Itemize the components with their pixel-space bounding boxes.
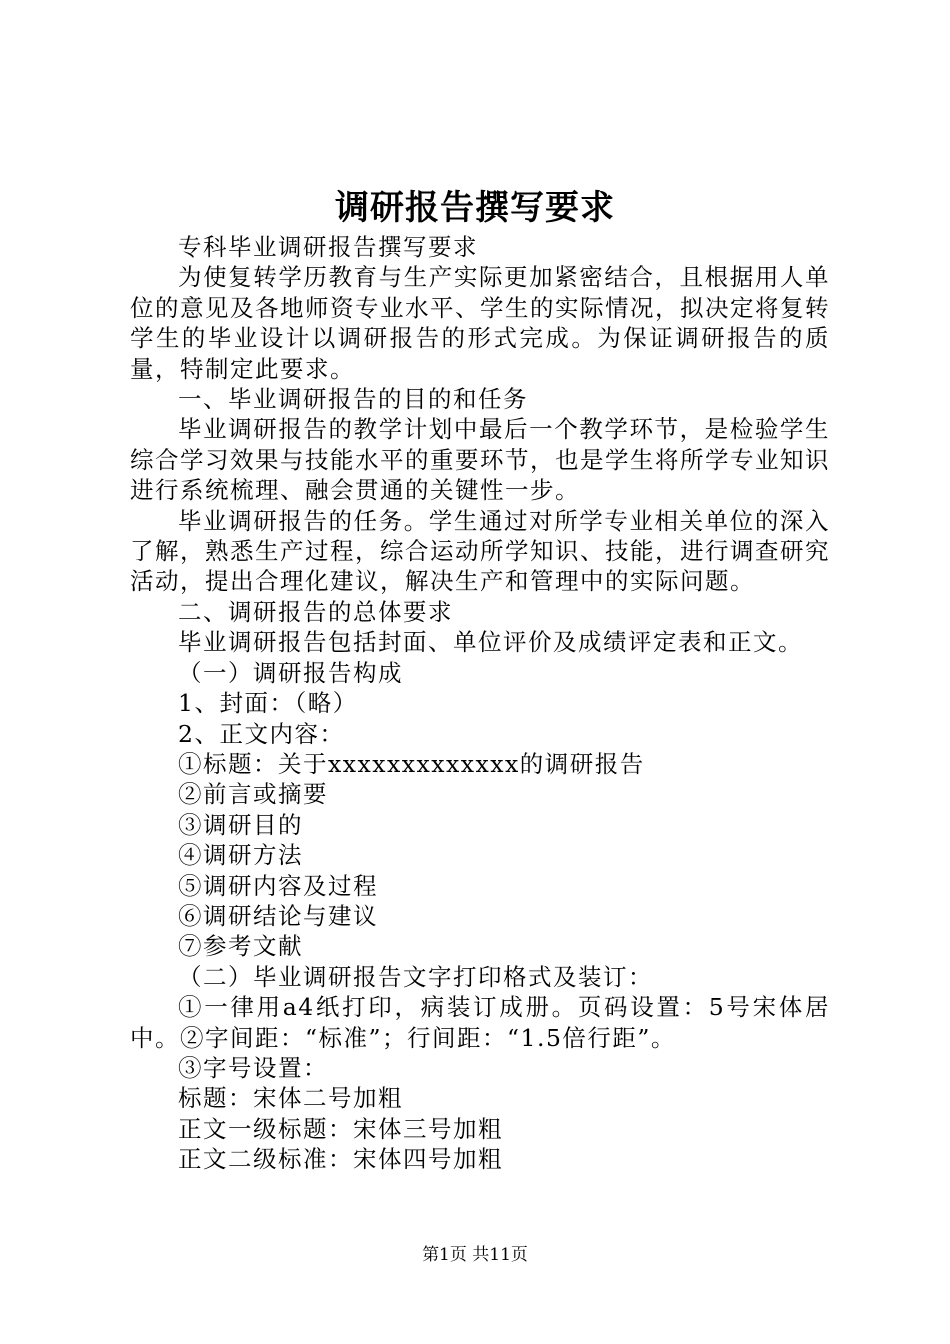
paragraph: 为使复转学历教育与生产实际更加紧密结合，且根据用人单位的意见及各地师资专业水平、学生的实际情况，拟决定将复转学生的毕业设计以调研报告的形式完成。为保证调研报告的质量，特制定此要求。	[130, 263, 830, 383]
paragraph: ①标题：关于xxxxxxxxxxxxx的调研报告	[178, 749, 645, 778]
paragraph: ③字号设置：	[178, 1053, 328, 1082]
paragraph: ⑦参考文献	[178, 932, 303, 961]
paragraph: 毕业调研报告包括封面、单位评价及成绩评定表和正文。	[178, 628, 803, 657]
paragraph: 毕业调研报告的任务。学生通过对所学专业相关单位的深入了解，熟悉生产过程，综合运动所学知识、技能，进行调查研究活动，提出合理化建议，解决生产和管理中的实际问题。	[130, 506, 830, 596]
paragraph: （一）调研报告构成	[178, 658, 403, 687]
paragraph: 正文一级标题：宋体三号加粗	[178, 1114, 503, 1143]
paragraph: 标题：宋体二号加粗	[178, 1084, 403, 1113]
paragraph: 1、封面：（略）	[178, 689, 358, 718]
paragraph: ③调研目的	[178, 810, 303, 839]
paragraph: ⑤调研内容及过程	[178, 871, 378, 900]
paragraph: 2、正文内容：	[178, 719, 345, 748]
paragraph: ⑥调研结论与建议	[178, 901, 378, 930]
paragraph: 一、毕业调研报告的目的和任务	[178, 385, 528, 414]
paragraph: 正文二级标准：宋体四号加粗	[178, 1145, 503, 1174]
paragraph: 毕业调研报告的教学计划中最后一个教学环节，是检验学生综合学习效果与技能水平的重要环节，也是学生将所学专业知识进行系统梳理、融会贯通的关键性一步。	[130, 415, 830, 505]
paragraph: （二）毕业调研报告文字打印格式及装订：	[178, 962, 653, 991]
paragraph: 二、调研报告的总体要求	[178, 597, 453, 626]
paragraph: ④调研方法	[178, 841, 303, 870]
document-body	[130, 232, 830, 1175]
paragraph: ②前言或摘要	[178, 780, 328, 809]
document-title: 调研报告撰写要求	[335, 188, 615, 228]
paragraph: 专科毕业调研报告撰写要求	[178, 233, 478, 261]
page-number: 第1页 共11页	[422, 1245, 528, 1265]
paragraph: ①一律用a4纸打印，病装订成册。页码设置：5号宋体居中。②字间距：“标准”；行间距：“1.5倍行距”。	[130, 993, 830, 1052]
